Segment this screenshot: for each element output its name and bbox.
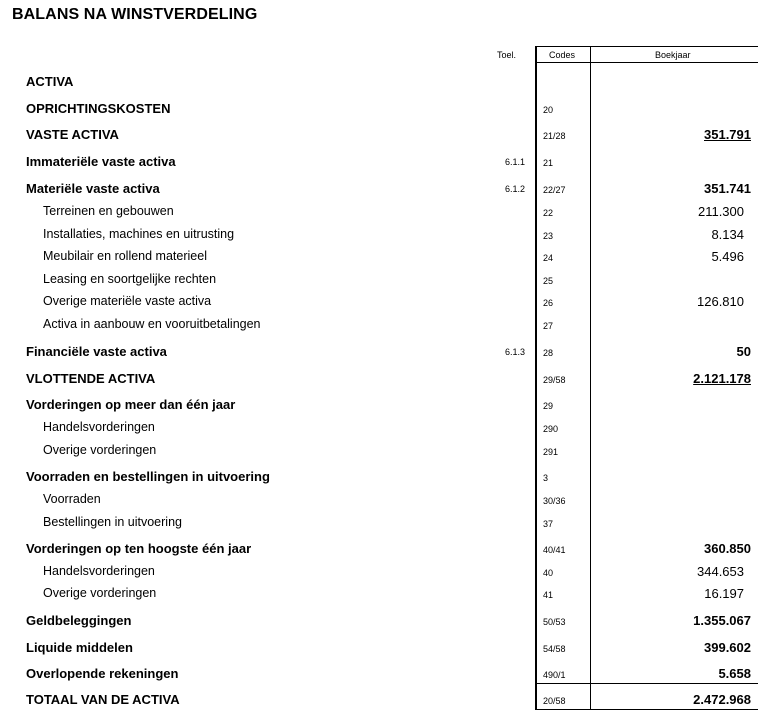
row-code: 24 — [543, 253, 554, 263]
table-row — [0, 640, 758, 658]
row-label: Leasing en soortgelijke rechten — [43, 272, 217, 286]
row-label: Immateriële vaste activa — [26, 154, 176, 169]
row-label: Voorraden — [43, 492, 101, 506]
table-row — [0, 586, 758, 604]
row-code: 290 — [543, 424, 559, 434]
table-row — [0, 613, 758, 631]
row-label: Vorderingen op meer dan één jaar — [26, 397, 236, 412]
row-toelichting: 6.1.2 — [505, 184, 526, 194]
row-label: VLOTTENDE ACTIVA — [26, 371, 156, 386]
table-row — [0, 294, 758, 312]
row-label: VASTE ACTIVA — [26, 127, 119, 142]
row-value: 351.791 — [704, 127, 751, 142]
row-label: Overige materiële vaste activa — [43, 294, 212, 308]
row-value: 399.602 — [704, 640, 751, 655]
row-value: 351.741 — [704, 181, 751, 196]
row-label: Meubilair en rollend materieel — [43, 249, 207, 263]
row-toelichting: 6.1.3 — [505, 347, 526, 357]
table-row — [0, 227, 758, 245]
row-label: Handelsvorderingen — [43, 420, 155, 434]
table-row — [0, 420, 758, 438]
row-code: 40 — [543, 568, 554, 578]
row-label: Overige vorderingen — [43, 443, 157, 457]
row-label: Activa in aanbouw en vooruitbetalingen — [43, 317, 261, 331]
table-row — [0, 154, 758, 172]
row-label: Vorderingen op ten hoogste één jaar — [26, 541, 252, 556]
table-row — [0, 443, 758, 461]
table-row — [0, 371, 758, 389]
row-code: 490/1 — [543, 670, 566, 680]
row-label: Terreinen en gebouwen — [43, 204, 174, 218]
row-code: 37 — [543, 519, 554, 529]
table-row — [0, 344, 758, 362]
row-value: 16.197 — [704, 586, 744, 601]
row-label: Liquide middelen — [26, 640, 133, 655]
row-value: 2.121.178 — [693, 371, 751, 386]
row-label: Geldbeleggingen — [26, 613, 132, 628]
column-header-boekjaar: Boekjaar — [655, 50, 691, 60]
table-row — [0, 692, 758, 710]
header-bottom-border — [535, 62, 758, 63]
table-row — [0, 127, 758, 145]
table-row — [0, 101, 758, 119]
row-label: Bestellingen in uitvoering — [43, 515, 182, 529]
row-label: Handelsvorderingen — [43, 564, 155, 578]
row-label: Financiële vaste activa — [26, 344, 167, 359]
row-toelichting: 6.1.1 — [505, 157, 526, 167]
row-code: 29 — [543, 401, 554, 411]
row-label: Materiële vaste activa — [26, 181, 160, 196]
row-label: OPRICHTINGSKOSTEN — [26, 101, 171, 116]
table-row — [0, 492, 758, 510]
row-code: 41 — [543, 590, 554, 600]
page-title: BALANS NA WINSTVERDELING — [12, 6, 258, 23]
row-value: 126.810 — [697, 294, 744, 309]
row-value: 360.850 — [704, 541, 751, 556]
row-code: 20 — [543, 105, 554, 115]
table-row — [0, 272, 758, 290]
table-row — [0, 74, 758, 92]
table-row — [0, 515, 758, 533]
row-label: Installaties, machines en uitrusting — [43, 227, 235, 241]
table-row — [0, 564, 758, 582]
row-code: 25 — [543, 276, 554, 286]
row-code: 40/41 — [543, 545, 566, 555]
row-code: 30/36 — [543, 496, 566, 506]
row-code: 28 — [543, 348, 554, 358]
row-code: 27 — [543, 321, 554, 331]
row-value: 344.653 — [697, 564, 744, 579]
row-value: 1.355.067 — [693, 613, 751, 628]
row-label: Voorraden en bestellingen in uitvoering — [26, 469, 270, 484]
table-row — [0, 397, 758, 415]
row-value: 5.658 — [718, 666, 751, 681]
row-code: 291 — [543, 447, 559, 457]
row-code: 29/58 — [543, 375, 566, 385]
row-value: 211.300 — [697, 204, 744, 219]
row-code: 50/53 — [543, 617, 566, 627]
row-code: 54/58 — [543, 644, 566, 654]
row-code: 3 — [543, 473, 549, 483]
column-header-codes: Codes — [549, 50, 576, 60]
table-row — [0, 204, 758, 222]
row-label: TOTAAL VAN DE ACTIVA — [26, 692, 180, 707]
row-label: ACTIVA — [26, 74, 74, 89]
row-label: Overige vorderingen — [43, 586, 157, 600]
row-code: 21 — [543, 158, 554, 168]
row-code: 22 — [543, 208, 554, 218]
row-code: 26 — [543, 298, 554, 308]
row-value: 2.472.968 — [693, 692, 751, 707]
table-row — [0, 469, 758, 487]
table-row — [0, 249, 758, 267]
row-label: Overlopende rekeningen — [26, 666, 179, 681]
column-header-toel: Toel. — [497, 50, 517, 60]
row-code: 23 — [543, 231, 554, 241]
table-row — [0, 181, 758, 199]
row-code: 20/58 — [543, 696, 566, 706]
table-row — [0, 317, 758, 335]
row-code: 21/28 — [543, 131, 566, 141]
table-row — [0, 666, 758, 684]
table-row — [0, 541, 758, 559]
row-code: 22/27 — [543, 185, 566, 195]
row-value: 5.496 — [711, 249, 744, 264]
row-value: 50 — [736, 344, 751, 359]
row-value: 8.134 — [711, 227, 744, 242]
header-top-border — [535, 46, 758, 47]
